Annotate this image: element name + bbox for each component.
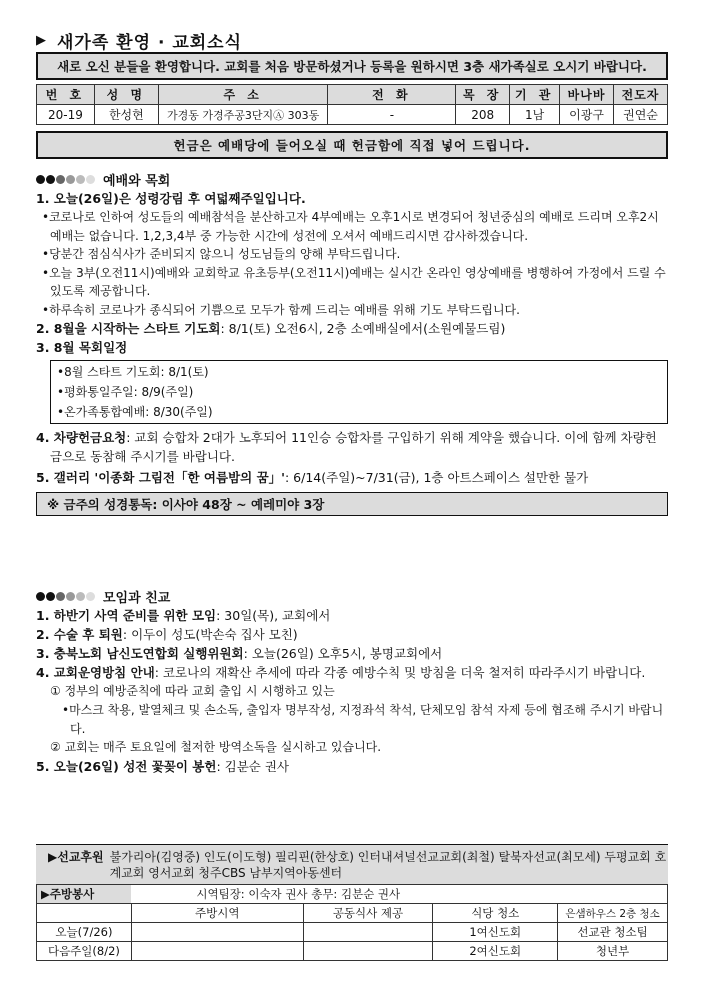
sub-item-1: ① 정부의 예방준칙에 따라 교회 출입 시 시행하고 있는 — [50, 684, 335, 698]
list-item: •마스크 착용, 발열체크 및 손소독, 출입자 명부작성, 지정좌석 착석, 단체모임 참석 자제 등에 협조해 주시기 바랍니다. — [62, 703, 664, 736]
header-evangelist: 전도자 — [614, 85, 668, 105]
table-header-row — [37, 85, 668, 105]
kitchen-cell — [303, 923, 433, 942]
kitchen-header-cell: 은샘하우스 2층 청소 — [558, 904, 668, 923]
worship-item-5: 5. 갤러리 '이종화 그림전「한 여름밤의 꿈」': 6/14(주일)~7/31(금), 1층 아트스페이스 설만한 물가 — [36, 470, 589, 485]
list-item: •평화통일주일: 8/9(주일) — [57, 385, 194, 399]
kitchen-cell — [131, 923, 303, 942]
list-item: •오늘 3부(오전11시)예배와 교회학교 유초등부(오전11시)예배는 실시간 온라인 영상예배를 병행하여 가정에서 드릴 수 있도록 제공합니다. — [42, 265, 666, 298]
fellowship-item-5: 5. 오늘(26일) 성전 꽃꽂이 봉헌: 김분순 권사 — [36, 759, 289, 774]
kitchen-cell: 선교관 청소팀 — [558, 923, 668, 942]
list-item: •하루속히 코로나가 종식되어 기쁨으로 모두가 함께 드리는 예배를 위해 기도 부탁드립니다. — [42, 302, 520, 317]
cell-org: 1남 — [510, 105, 560, 125]
visitor-table — [36, 84, 668, 125]
kitchen-table — [36, 884, 668, 961]
cell-name: 한성현 — [94, 105, 158, 125]
header-barnabas: 바나바 — [560, 85, 614, 105]
missions-label: ▶선교후원 — [48, 850, 104, 864]
kitchen-cell: 2여신도회 — [433, 942, 558, 961]
bible-reading: ※ 금주의 성경통독: 이사야 48장 ~ 예레미야 3장 — [36, 492, 668, 516]
kitchen-cell — [303, 942, 433, 961]
list-item: •8월 스타트 기도회: 8/1(토) — [57, 365, 209, 379]
missions-text: 불가리아(김영중) 인도(이도형) 필리핀(한상호) 인터내셔널선교교회(최철) 탈북자선교(최모세) 두평교회 호계교회 영서교회 청주CBS 남부지역아동센터 — [109, 850, 667, 880]
kitchen-cell: 1여신도회 — [433, 923, 558, 942]
dots-icon — [36, 592, 95, 601]
header-group: 목 장 — [456, 85, 510, 105]
kitchen-header-cell: 공동식사 제공 — [303, 904, 433, 923]
schedule-box — [50, 360, 668, 424]
fellowship-item-1: 1. 하반기 사역 준비를 위한 모임: 30일(목), 교회에서 — [36, 608, 331, 623]
header-address: 주 소 — [158, 85, 328, 105]
header-phone: 전 화 — [328, 85, 456, 105]
table-row — [37, 942, 668, 961]
cell-phone: - — [328, 105, 456, 125]
cell-address: 가경동 가경주공3단지Ⓐ 303동 — [158, 105, 328, 125]
table-row — [37, 923, 668, 942]
list-item: •당분간 점심식사가 준비되지 않으니 성도님들의 양해 부탁드립니다. — [42, 247, 401, 261]
kitchen-header-cell — [37, 904, 132, 923]
kitchen-cell: 청년부 — [558, 942, 668, 961]
kitchen-leader-row — [37, 885, 668, 904]
sub-item-2: ② 교회는 매주 토요일에 철저한 방역소독을 실시하고 있습니다. — [50, 740, 382, 754]
header-number: 번 호 — [37, 85, 95, 105]
worship-heading: 예배와 목회 — [36, 169, 668, 189]
fellowship-item-2: 2. 수술 후 퇴원: 이두이 성도(박손숙 집사 모친) — [36, 627, 298, 642]
worship-item-4: 4. 차량헌금요청: 교회 승합차 2대가 노후되어 11인승 승합차를 구입하기 위해 계약을 했습니다. 이에 함께 차량헌금으로 동참해 주시기를 바랍니다. — [36, 430, 657, 464]
cell-evangelist: 권연순 — [614, 105, 668, 125]
fellowship-item-4: 4. 교회운영방침 안내: 코로나의 재확산 추세에 따라 각종 예방수칙 및 방침을 더욱 철저히 따라주시기 바랍니다. — [36, 665, 646, 680]
fellowship-heading: 모임과 친교 — [36, 586, 668, 606]
worship-item-3: 3. 8월 목회일정 — [36, 340, 128, 355]
worship-item-1: 1. 오늘(26일)은 성령강림 후 여덟째주일입니다. — [36, 191, 306, 206]
list-item: •코로나로 인하여 성도들의 예배참석을 분산하고자 4부예배는 오후1시로 변경되어 청년중심의 예배로 드리며 오후2시예배는 없습니다. 1,2,3,4부 중 가능한 시간에 성전에 오셔서 예배드리시면 감사하겠습니다. — [42, 210, 659, 243]
dots-icon — [36, 175, 95, 184]
welcome-notice: 새로 오신 분들을 환영합니다. 교회를 처음 방문하셨거나 등록을 원하시면 3층 새가족실로 오시기 바랍니다. — [36, 52, 668, 80]
kitchen-cell: 다음주일(8/2) — [37, 942, 132, 961]
kitchen-header-cell: 주방시역 — [131, 904, 303, 923]
offering-notice: 헌금은 예배당에 들어오실 때 헌금함에 직접 넣어 드립니다. — [36, 131, 668, 159]
list-item: •온가족통합예배: 8/30(주일) — [57, 405, 213, 419]
table-header-row — [37, 904, 668, 923]
table-row — [37, 105, 668, 125]
kitchen-header-cell: 식당 청소 — [433, 904, 558, 923]
kitchen-cell: 오늘(7/26) — [37, 923, 132, 942]
kitchen-cell — [131, 942, 303, 961]
triangle-icon: ▶ — [36, 32, 47, 48]
missions-box — [36, 844, 668, 884]
worship-item-2: 2. 8월을 시작하는 스타트 기도회: 8/1(토) 오전6시, 2층 소예배실에서(소원예물드림) — [36, 321, 506, 336]
kitchen-leaders: 시역팀장: 이숙자 권사 총무: 김분순 권사 — [131, 885, 667, 904]
bulletin-page — [36, 28, 668, 776]
section-title: ▶ 새가족 환영 · 교회소식 — [36, 32, 243, 53]
bottom-section — [36, 844, 668, 961]
header-org: 기 관 — [510, 85, 560, 105]
cell-number: 20-19 — [37, 105, 95, 125]
cell-barnabas: 이광구 — [560, 105, 614, 125]
header-name: 성 명 — [94, 85, 158, 105]
kitchen-label: ▶주방봉사 — [37, 885, 132, 904]
fellowship-item-3: 3. 충북노회 남신도연합회 실행위원회: 오늘(26일) 오후5시, 봉명교회에서 — [36, 646, 443, 661]
cell-group: 208 — [456, 105, 510, 125]
